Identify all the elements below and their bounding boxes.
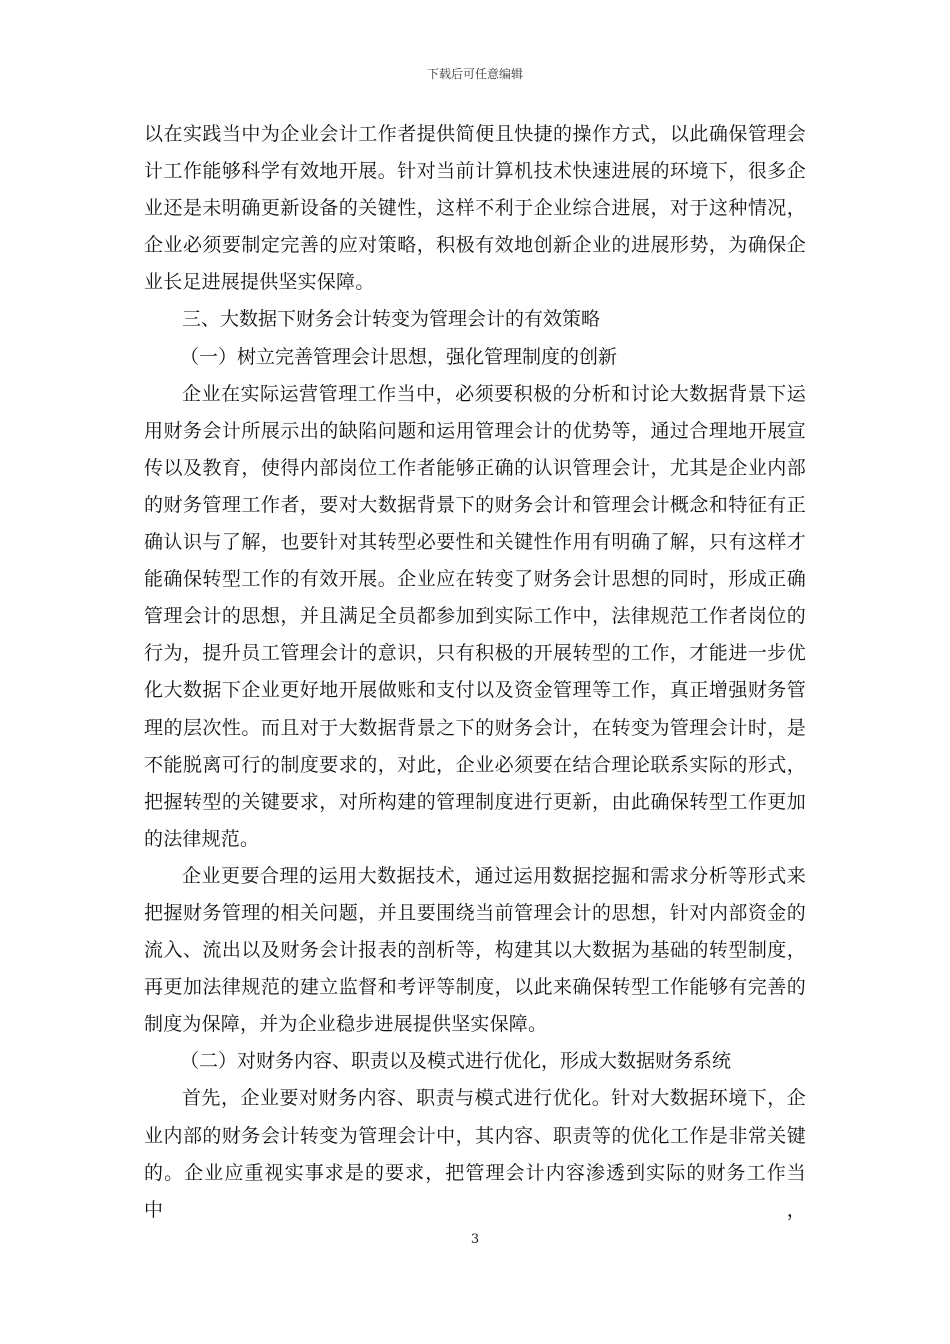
- text-line: 业内部的财务会计转变为管理会计中，其内容、职责等的优化工作是非常关键: [144, 1124, 806, 1147]
- text-line: 首先，企业要对财务内容、职责与模式进行优化。针对大数据环境下，企: [182, 1087, 806, 1110]
- document-body: [144, 116, 806, 1229]
- text-line: 企业更要合理的运用大数据技术，通过运用数据挖掘和需求分析等形式来: [182, 864, 806, 887]
- text-line: 化大数据下企业更好地开展做账和支付以及资金管理等工作，真正增强财务管: [144, 679, 806, 702]
- paragraph-4: [144, 1080, 806, 1228]
- text-line: 制度为保障，并为企业稳步进展提供坚实保障。: [144, 1013, 548, 1036]
- subsection-heading-2: （二）对财务内容、职责以及模式进行优化，形成大数据财务系统: [180, 1050, 732, 1073]
- text-line: 管理会计的思想，并且满足全员都参加到实际工作中，法律规范工作者岗位的: [144, 605, 806, 628]
- paragraph-2: [144, 376, 806, 858]
- text-line: 的。企业应重视实事求是的要求，把管理会计内容渗透到实际的财务工作当中，: [144, 1161, 806, 1221]
- text-line: 业长足进展提供坚实保障。: [144, 271, 375, 294]
- text-line: 企业在实际运营管理工作当中，必须要积极的分析和讨论大数据背景下运: [182, 382, 806, 405]
- text-line: 的法律规范。: [144, 827, 260, 850]
- text-line: 计工作能够科学有效地开展。针对当前计算机技术快速进展的环境下，很多企: [144, 160, 806, 183]
- text-line: 理的层次性。而且对于大数据背景之下的财务会计，在转变为管理会计时，是: [144, 716, 806, 739]
- text-line: 业还是未明确更新设备的关键性，这样不利于企业综合进展，对于这种情况，: [144, 197, 806, 220]
- text-line: 确认识与了解，也要针对其转型必要性和关键性作用有明确了解，只有这样才: [144, 531, 806, 554]
- text-line: 能确保转型工作的有效开展。企业应在转变了财务会计思想的同时，形成正确: [144, 568, 806, 591]
- page-header: 下载后可任意编辑: [426, 67, 523, 81]
- text-line: 行为，提升员工管理会计的意识，只有积极的开展转型的工作，才能进一步优: [144, 642, 806, 665]
- text-line: 传以及教育，使得内部岗位工作者能够正确的认识管理会计，尤其是企业内部: [144, 456, 806, 479]
- text-line: 以在实践当中为企业会计工作者提供简便且快捷的操作方式，以此确保管理会: [144, 123, 806, 145]
- paragraph-3: [144, 858, 806, 1043]
- section-heading-3: 三、大数据下财务会计转变为管理会计的有效策略: [182, 308, 601, 331]
- text-line: 把握财务管理的相关问题，并且要围绕当前管理会计的思想，针对内部资金的: [144, 901, 806, 924]
- text-line: 把握转型的关键要求，对所构建的管理制度进行更新，由此确保转型工作更加: [144, 790, 806, 813]
- paragraph-1: [144, 116, 806, 301]
- page-number: 3: [470, 1232, 480, 1247]
- text-line: 不能脱离可行的制度要求的，对此，企业必须要在结合理论联系实际的形式，: [144, 753, 806, 776]
- text-line: 的财务管理工作者，要对大数据背景下的财务会计和管理会计概念和特征有正: [144, 493, 806, 516]
- text-line: 流入、流出以及财务会计报表的剖析等，构建其以大数据为基础的转型制度，: [144, 939, 806, 962]
- subsection-heading-1: （一）树立完善管理会计思想，强化管理制度的创新: [180, 345, 618, 368]
- text-line: 企业必须要制定完善的应对策略，积极有效地创新企业的进展形势，为确保企: [144, 234, 806, 257]
- text-line: 再更加法律规范的建立监督和考评等制度，以此来确保转型工作能够有完善的: [144, 976, 806, 999]
- text-line: 用财务会计所展示出的缺陷问题和运用管理会计的优势等，通过合理地开展宣: [144, 419, 806, 442]
